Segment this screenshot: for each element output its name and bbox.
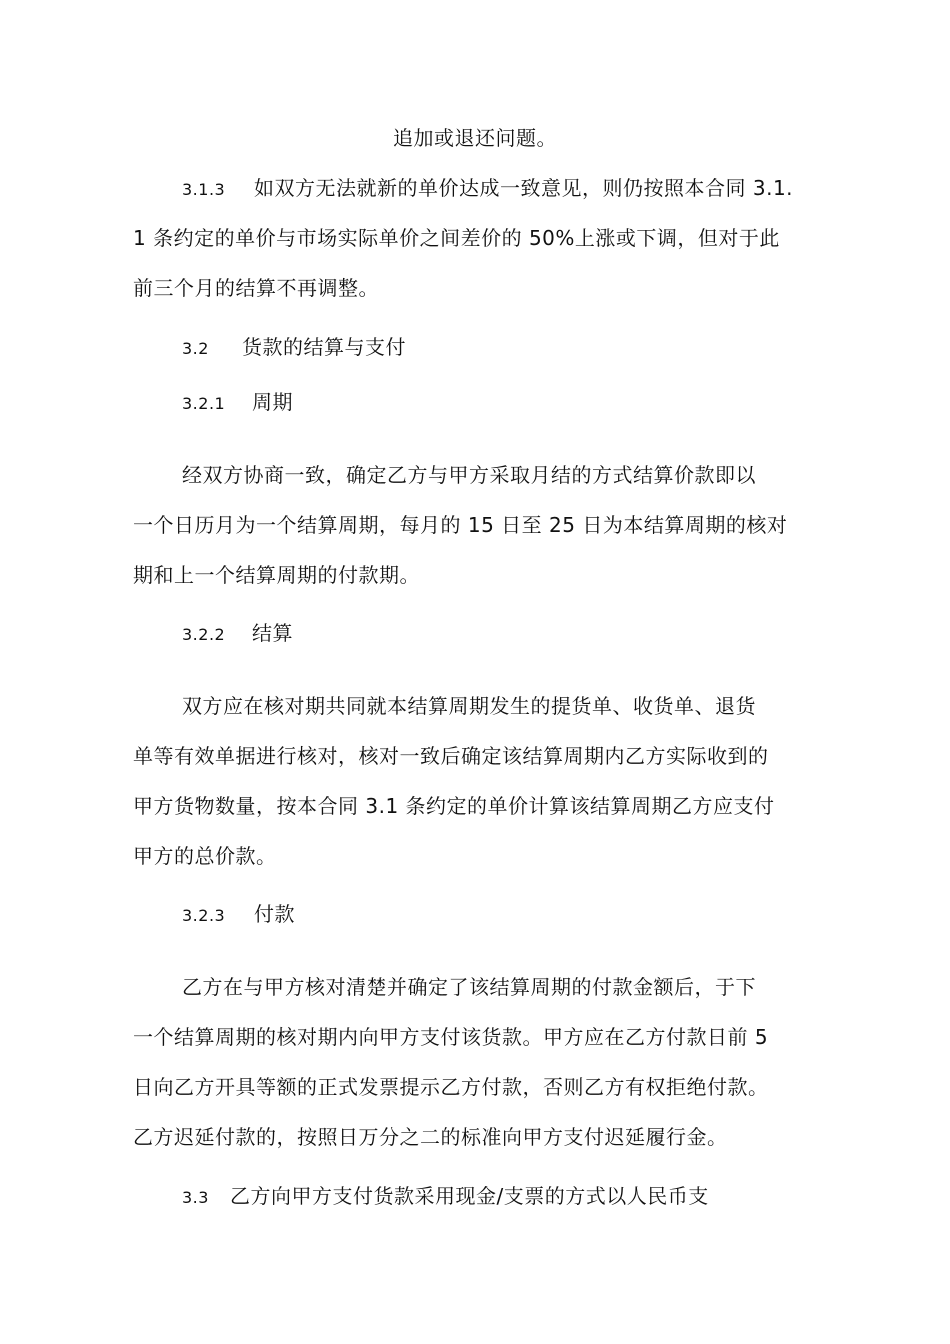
clause-number: 3.2.1 xyxy=(182,394,226,413)
clause-3-2-1-heading xyxy=(182,388,293,418)
section-number: 3.3 xyxy=(182,1188,209,1207)
paragraph-line: 乙方在与甲方核对清楚并确定了该结算周期的付款金额后，于下 xyxy=(182,975,756,999)
clause-title: 周期 xyxy=(252,390,293,414)
section-title: 货款的结算与支付 xyxy=(242,335,406,359)
clause-number: 3.2.3 xyxy=(182,906,226,925)
section-3-3-heading xyxy=(182,1182,709,1212)
paragraph-line: 甲方的总价款。 xyxy=(133,844,277,868)
section-text: 乙方向甲方支付货款采用现金/支票的方式以人民币支 xyxy=(230,1184,709,1208)
paragraph-line: 1 条约定的单价与市场实际单价之间差价的 50%上涨或下调，但对于此 xyxy=(133,226,780,250)
paragraph-line: 双方应在核对期共同就本结算周期发生的提货单、收货单、退货 xyxy=(182,694,756,718)
paragraph-line: 乙方迟延付款的，按照日万分之二的标准向甲方支付迟延履行金。 xyxy=(133,1125,728,1149)
top-line: 追加或退还问题。 xyxy=(393,126,557,150)
paragraph-line: 一个结算周期的核对期内向甲方支付该货款。甲方应在乙方付款日前 5 xyxy=(133,1025,769,1049)
paragraph-line: 前三个月的结算不再调整。 xyxy=(133,276,379,300)
clause-number: 3.2.2 xyxy=(182,625,226,644)
paragraph-line: 一个日历月为一个结算周期，每月的 15 日至 25 日为本结算周期的核对 xyxy=(133,513,788,537)
clause-3-2-2-heading xyxy=(182,619,293,649)
clause-3-1-3-heading xyxy=(182,174,793,204)
clause-title: 结算 xyxy=(252,621,293,645)
section-3-2-heading xyxy=(182,333,406,363)
clause-text: 如双方无法就新的单价达成一致意见，则仍按照本合同 3.1. xyxy=(254,176,794,200)
paragraph-line: 期和上一个结算周期的付款期。 xyxy=(133,563,420,587)
section-number: 3.2 xyxy=(182,339,209,358)
paragraph-line: 日向乙方开具等额的正式发票提示乙方付款，否则乙方有权拒绝付款。 xyxy=(133,1075,769,1099)
clause-title: 付款 xyxy=(254,902,295,926)
paragraph-line: 单等有效单据进行核对，核对一致后确定该结算周期内乙方实际收到的 xyxy=(133,744,769,768)
paragraph-line: 甲方货物数量，按本合同 3.1 条约定的单价计算该结算周期乙方应支付 xyxy=(133,794,775,818)
clause-number: 3.1.3 xyxy=(182,180,226,199)
clause-3-2-3-heading xyxy=(182,900,295,930)
paragraph-line: 经双方协商一致，确定乙方与甲方采取月结的方式结算价款即以 xyxy=(182,463,756,487)
